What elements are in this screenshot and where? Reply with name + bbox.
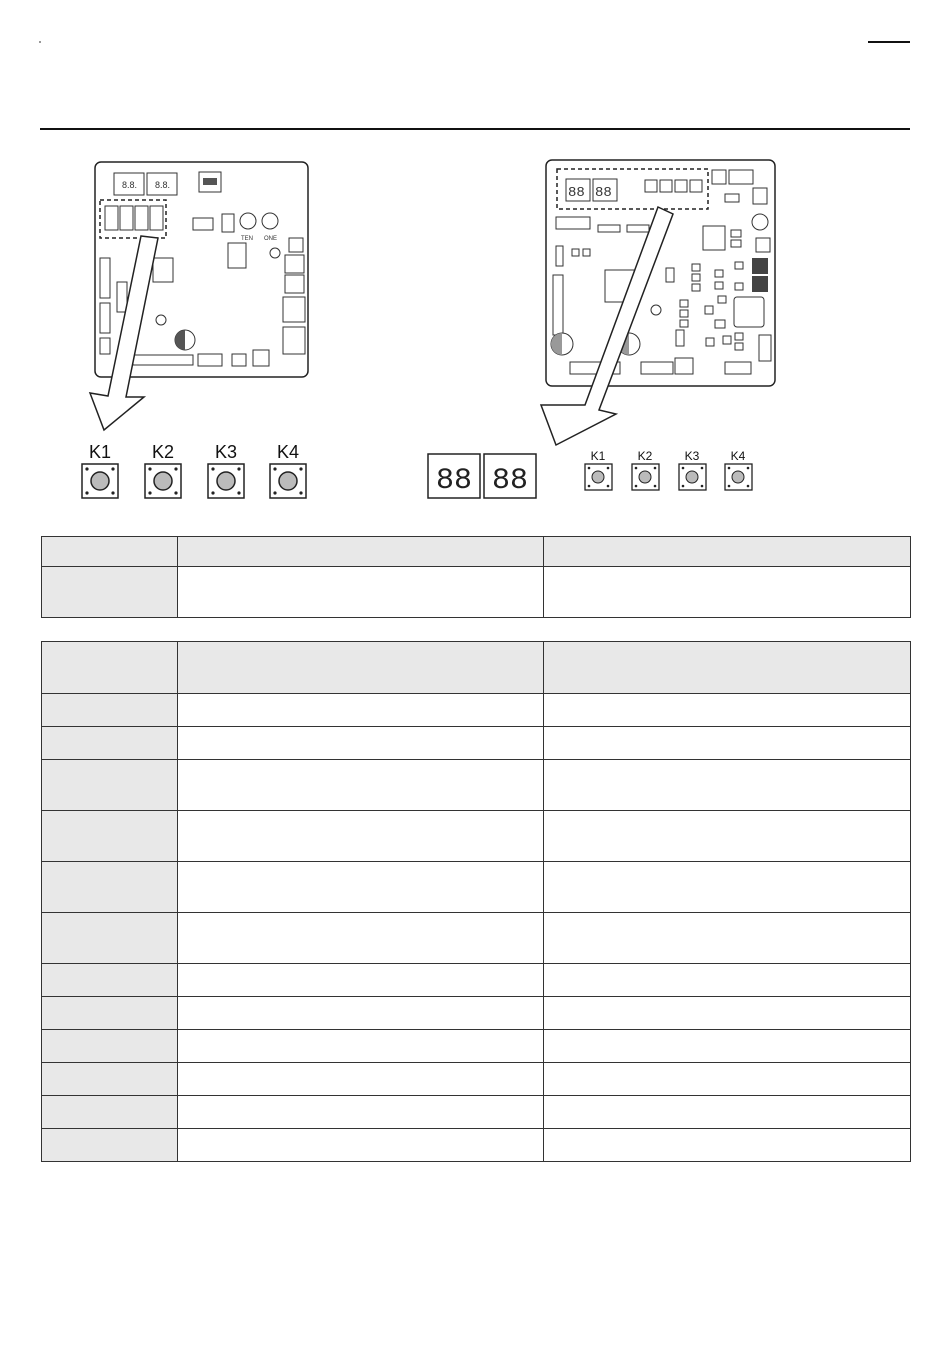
table-cell <box>42 862 178 913</box>
table-cell <box>544 1096 911 1129</box>
table-cell <box>544 760 911 811</box>
table-row <box>42 760 911 811</box>
table-cell <box>42 727 178 760</box>
table-cell <box>544 964 911 997</box>
display-digit-2: 88 <box>491 464 529 498</box>
table-header-cell <box>544 537 911 567</box>
left-key-row <box>82 442 306 498</box>
table-cell <box>544 1063 911 1096</box>
table-row <box>42 567 911 618</box>
right-key-k4-label: K4 <box>730 449 746 463</box>
left-key-k4 <box>270 442 306 498</box>
right-key-k1-label: K1 <box>590 449 606 463</box>
right-key-k2-label: K2 <box>637 449 653 463</box>
right-key-k3-label: K3 <box>684 449 700 463</box>
table-cell <box>544 1030 911 1063</box>
svg-text:88: 88 <box>595 185 612 201</box>
table-cell <box>178 1096 544 1129</box>
table-header-cell <box>42 537 178 567</box>
table-cell <box>178 1030 544 1063</box>
table-header-row <box>42 537 911 567</box>
table-cell <box>42 997 178 1030</box>
table-row <box>42 862 911 913</box>
table-cell <box>42 1063 178 1096</box>
table-row <box>42 694 911 727</box>
table-row <box>42 1096 911 1129</box>
table-cell <box>178 964 544 997</box>
table-cell <box>178 1063 544 1096</box>
table-cell <box>42 964 178 997</box>
table-cell <box>42 1096 178 1129</box>
right-key-row <box>585 449 752 490</box>
table-cell <box>42 694 178 727</box>
left-key-k4-label: K4 <box>276 442 300 462</box>
right-key-k3 <box>679 449 706 490</box>
right-pcb-board <box>546 160 775 386</box>
pcb-diagram <box>0 0 950 520</box>
table-row <box>42 964 911 997</box>
table-cell <box>178 1129 544 1162</box>
left-key-k2 <box>145 442 181 498</box>
table-cell <box>544 811 911 862</box>
table-cell <box>178 727 544 760</box>
table-row <box>42 811 911 862</box>
table-row <box>42 913 911 964</box>
left-key-k3-label: K3 <box>214 442 238 462</box>
table-cell <box>178 760 544 811</box>
table-row <box>42 997 911 1030</box>
right-7seg-display <box>428 454 536 498</box>
table-header-cell <box>42 642 178 694</box>
svg-text:8.8.: 8.8. <box>155 180 171 190</box>
table-cell <box>544 913 911 964</box>
table-row <box>42 1030 911 1063</box>
table-cell <box>42 760 178 811</box>
svg-text:TEN: TEN <box>241 236 253 242</box>
table-cell <box>178 567 544 618</box>
table-cell <box>544 1129 911 1162</box>
table-cell <box>544 997 911 1030</box>
svg-text:88: 88 <box>568 185 585 201</box>
table-header-cell <box>178 537 544 567</box>
svg-text:ONE: ONE <box>264 236 278 242</box>
table-row <box>42 1129 911 1162</box>
left-key-k1-label: K1 <box>88 442 112 462</box>
left-key-k3 <box>208 442 244 498</box>
table-cell <box>42 1030 178 1063</box>
table-cell <box>178 997 544 1030</box>
table-header-row <box>42 642 911 694</box>
left-key-k2-label: K2 <box>151 442 175 462</box>
table-cell <box>544 862 911 913</box>
table-cell <box>42 913 178 964</box>
right-key-k1 <box>585 449 612 490</box>
table-cell <box>42 567 178 618</box>
table-cell <box>178 862 544 913</box>
table-cell <box>178 913 544 964</box>
table-header-cell <box>544 642 911 694</box>
table-cell <box>544 567 911 618</box>
display-digit-1: 88 <box>435 464 473 498</box>
right-key-k4 <box>725 449 752 490</box>
table-cell <box>42 811 178 862</box>
right-key-k2 <box>632 449 659 490</box>
key-function-table-2 <box>41 641 911 1162</box>
left-key-k1 <box>82 442 118 498</box>
table-row <box>42 727 911 760</box>
table-header-cell <box>178 642 544 694</box>
table-row <box>42 1063 911 1096</box>
table-cell <box>42 1129 178 1162</box>
table-cell <box>544 694 911 727</box>
table-cell <box>178 694 544 727</box>
table-cell <box>178 811 544 862</box>
svg-text:8.8.: 8.8. <box>122 180 138 190</box>
table-cell <box>544 727 911 760</box>
key-function-table-1 <box>41 536 911 618</box>
